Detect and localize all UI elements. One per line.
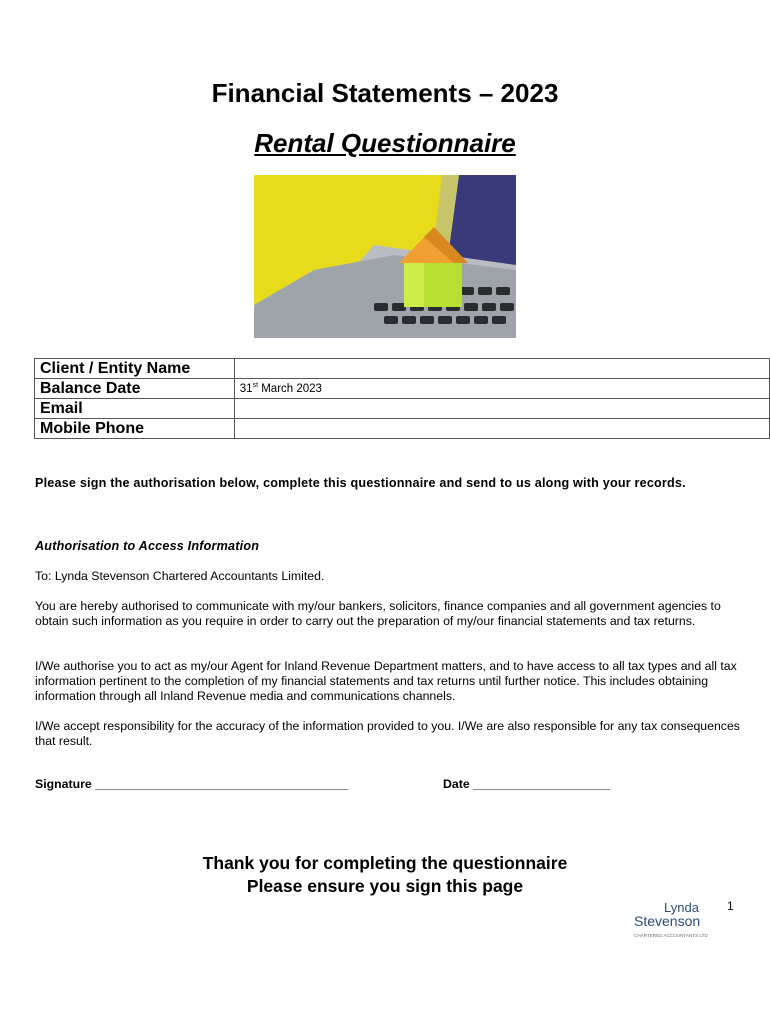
logo-line-2: Stevenson (634, 913, 701, 929)
thank-you-line: Thank you for completing the questionnaire (202, 853, 568, 873)
client-name-field[interactable] (234, 359, 769, 379)
client-name-label: Client / Entity Name (35, 359, 235, 379)
balance-date-day: 31 (239, 382, 253, 395)
document-subtitle: Rental Questionnaire (254, 128, 516, 158)
page-number: 1 (727, 899, 734, 913)
thank-you-message (0, 852, 770, 898)
mobile-phone-label: Mobile Phone (35, 419, 235, 439)
email-label: Email (35, 399, 235, 419)
client-details-table (34, 358, 770, 439)
balance-date-month-year: March 2023 (258, 382, 322, 395)
table-row (35, 379, 770, 399)
table-row (35, 419, 770, 439)
house-on-laptop-image (254, 175, 516, 338)
authorisation-paragraph-3: I/We accept responsibility for the accuracy of the information provided to you. I/We are also responsible for any tax consequences that result. (35, 719, 740, 748)
logo-line-3: CHARTERED ACCOUNTANTS LTD (634, 933, 708, 938)
date-field[interactable]: Date ____________________ (443, 777, 610, 791)
balance-date-suffix: st (252, 382, 259, 390)
authorisation-paragraph-1: You are hereby authorised to communicate with my/our bankers, solicitors, finance companies and all government agencies to obtain such information as you require in order to carry out the preparation of my/our financial statements and tax returns. (35, 599, 721, 628)
lynda-stevenson-logo (630, 898, 714, 942)
email-field[interactable] (234, 399, 769, 419)
authorisation-paragraph-2: I/We authorise you to act as my/our Agent for Inland Revenue Department matters, and to have access to all tax types and all tax information pertinent to the completion of my financial statements and tax returns until further notice. This includes obtaining information through all Inland Revenue media and communications channels. (35, 659, 737, 703)
document-title: Financial Statements – 2023 (211, 78, 559, 108)
mobile-phone-field[interactable] (234, 419, 769, 439)
instructions-text: Please sign the authorisation below, complete this questionnaire and send to us along with your records. (35, 476, 686, 490)
signature-field[interactable]: Signature _____________________________________ (35, 777, 349, 791)
authorisation-heading: Authorisation to Access Information (35, 539, 260, 553)
sign-reminder-line: Please ensure you sign this page (246, 876, 524, 896)
logo-line-1: Lynda (664, 900, 699, 915)
balance-date-field[interactable] (234, 379, 769, 399)
authorisation-addressee: To: Lynda Stevenson Chartered Accountants Limited. (35, 569, 325, 583)
balance-date-label: Balance Date (35, 379, 235, 399)
table-row (35, 359, 770, 379)
table-row (35, 399, 770, 419)
